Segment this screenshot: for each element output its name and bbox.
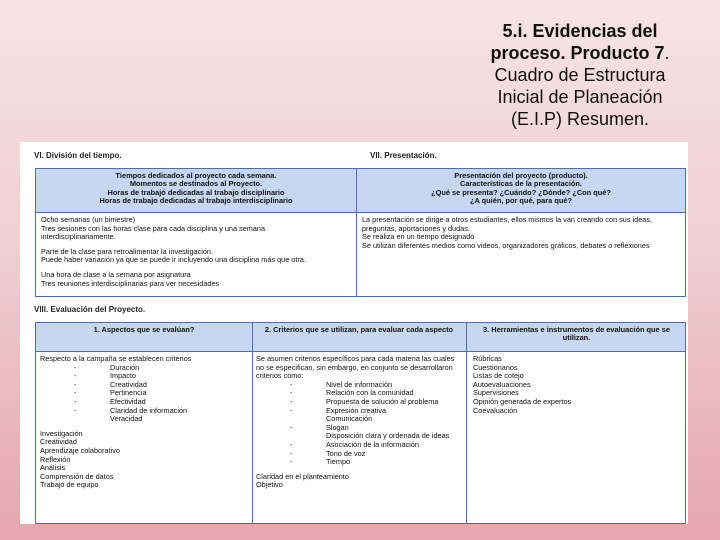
section7-body-line: Se realiza en un tiempo designado [362,233,475,242]
section6-title: VI. División del tiempo. [34,151,122,160]
column-divider [252,323,253,351]
section8-col3-header: 3. Herramientas e instrumentos de evaluación que se utilizan. [483,325,670,343]
column-divider [252,352,253,523]
col2-dash-item: - Nivel de información [290,380,393,389]
section7-header-line: Presentación del proyecto (producto). [454,172,588,180]
slide-title-normal: Cuadro de Estructura Inicial de Planeación (E.I.P) Resumen. [494,65,666,129]
column-divider [466,323,467,351]
document-image [20,142,688,524]
col2-item: Objetivo [256,481,283,490]
col2-dash-item: - Expresión creativa [290,406,387,415]
section6-body-line: Tres sesiones con las horas clase para cada disciplina y una semana [41,224,266,233]
col1-item: Trabajo de equipo [40,481,99,490]
section6-body-line: Puede haber variación ya que se puede ir incluyendo una disciplina más que otra. [41,256,306,265]
section6-body-line: Ocho semanas (un bimestre) [41,216,136,224]
col2-dash-item: - Tono de voz [290,449,366,458]
section8-col1-header: 1. Aspectos que se evalúan? [93,325,195,334]
col2-intro-line: no se especifican, sin embargo, en conjunto se desarrollaron [256,363,453,372]
col1-item: Aprendizaje colaborativo [40,446,120,455]
col3-item: Cuestionarios [473,363,518,372]
col2-dash-item: - Slogan [290,423,349,432]
section6-body-line: interdisciplinariamente. [41,233,116,242]
slide-title-dot: . [664,43,670,63]
section6-header [35,168,357,213]
col2-dash-item: Comunicación [326,415,373,424]
col2-dash-item: - Propuesta de solución al problema [290,397,439,406]
section6-header-line: Momentos se destinados al Proyecto. [129,180,263,189]
section7-body-line: preguntas, aportaciones y dudas. [362,224,470,233]
col1-item: Comprensión de datos [40,472,114,481]
section7-body-line: La presentación se dirige a otros estudiantes, ellos mismos la van creando con sus ideas, [362,216,653,224]
col1-dash-item: - Pertinencia [74,389,147,398]
section8-col2-header: 2. Criterios que se utilizan, para evaluar cada aspecto [264,325,454,334]
col3-item: Opinión generada de expertos [473,397,572,406]
col2-dash-item: - Asociación de la información [290,440,419,449]
col1-intro: Respecto a la campaña se establecen criterios [40,355,192,363]
section6-body-line: Tres reuniones interdisciplinarias para ver necesidades [41,279,220,288]
col1-dash-item: - Creatividad [74,380,147,389]
col3-item: Autoevaluaciones [473,380,531,389]
section6-body-line: Parte de la clase para retroalimentar la investigación. [41,247,213,256]
col1-item: Investigación [40,429,83,438]
col1-item: Reflexión [40,455,71,464]
section8-col2 [256,355,462,490]
col2-dash-item: - Tiempo [290,458,351,467]
col1-dash-item: - Efectividad [74,397,146,406]
col1-dash-item: Veracidad [110,415,143,424]
col3-item: Listas de cotejo [473,372,524,381]
section7-header-line: Características de la presentación. [459,180,582,189]
col3-item: Rúbricas [473,355,502,363]
section8-header [35,322,686,352]
section7-header-line: ¿Qué se presenta? ¿Cuándo? ¿Dónde? ¿Con qué? [431,188,611,197]
section8-col1 [40,355,248,490]
col3-item: Coevaluación [473,406,518,415]
section8-col3 [473,355,683,415]
section6-body-line: Una hora de clase a la semana por asignatura [41,270,191,279]
section7-body [356,212,686,297]
section6-body [35,212,357,297]
slide-title-bold: 5.i. Evidencias del proceso. Producto 7 [490,21,665,63]
col1-dash-item: - Claridad de información [74,406,188,415]
col2-item: Claridad en el planteamiento [256,472,349,481]
col1-item: Creatividad [40,438,77,447]
section6-header-line: Tiempos dedicados al proyecto cada semana. [115,172,277,180]
slide-title [480,20,680,130]
section7-body-line: Se utilizan diferentes medios como videos, organizadores gráficos, debates o reflexiones [362,241,650,250]
col2-intro-line: criterios como: [256,372,304,381]
col2-dash-item: - Relación con la comunidad [290,389,414,398]
col3-item: Supervisiones [473,389,519,398]
section6-header-line: Horas de trabajo dedicadas al trabajo interdisciplinario [99,197,293,206]
col1-dash-item: - Impacto [74,372,136,381]
section6-header-line: Horas de trabajó dedicadas al trabajo disciplinario [107,188,285,197]
section7-header [356,168,686,213]
col2-dash-item: Disposición clara y ordenada de ideas [326,432,450,441]
section7-header-line: ¿A quién, por qué, para qué? [470,197,572,206]
col1-dash-item: - Duración [74,363,140,372]
section8-body [35,351,686,524]
column-divider [466,352,467,523]
col2-intro-line: Se asumen criterios específicos para cada materia las cuales [256,355,455,363]
section8-title: VIII. Evaluación del Proyecto. [34,305,146,314]
section7-title: VII. Presentación. [370,151,437,160]
col1-item: Análisis [40,464,66,473]
